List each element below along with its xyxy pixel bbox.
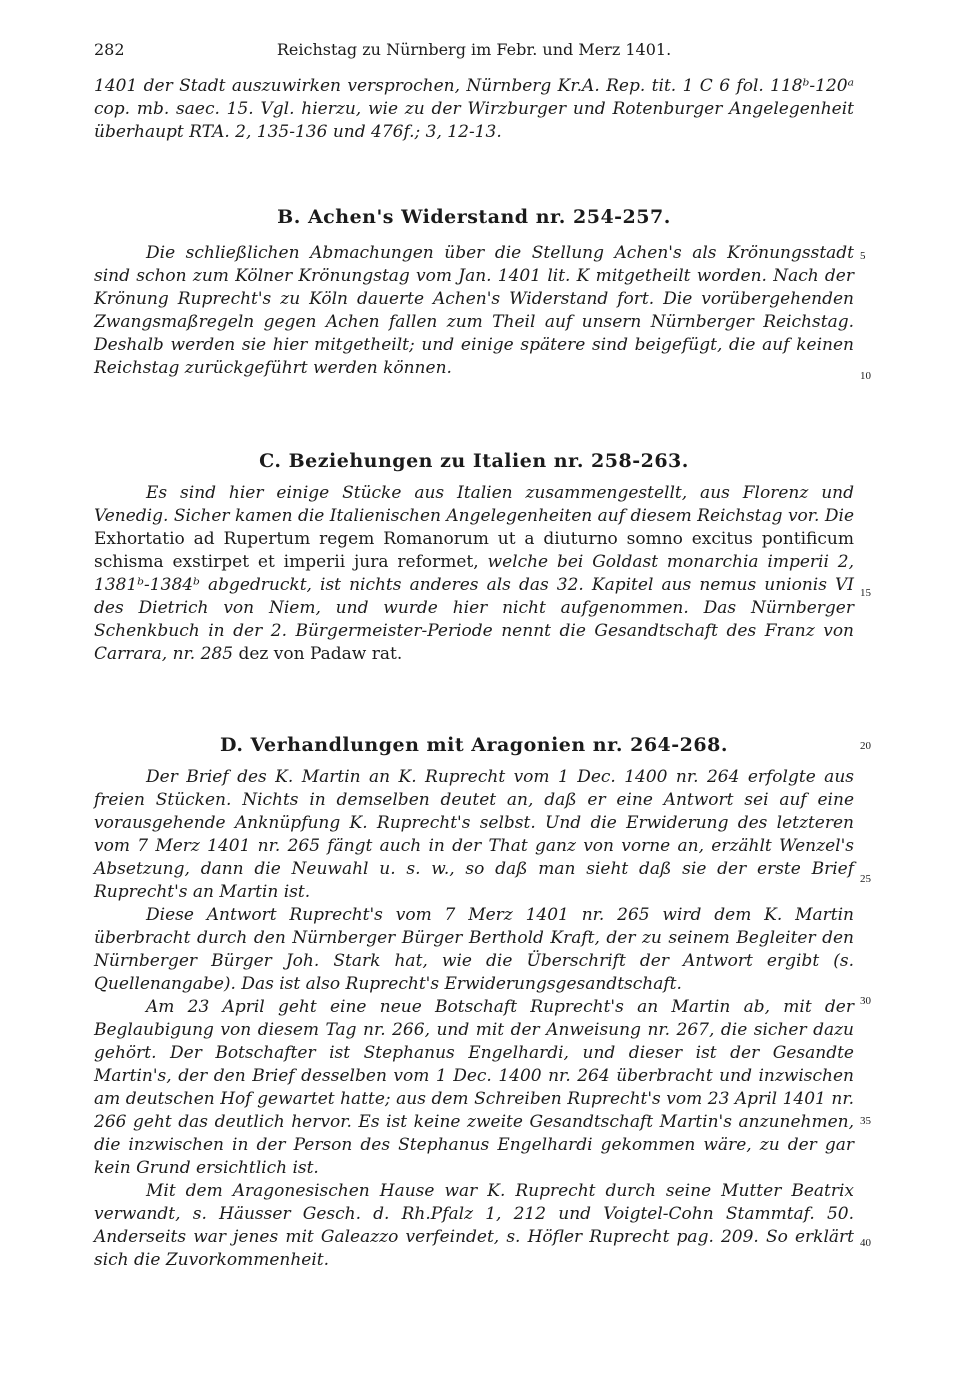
line-number-10: 10 [860, 370, 871, 382]
line-number-25: 25 [860, 873, 871, 885]
line-number-5: 5 [860, 250, 866, 262]
line-number-15: 15 [860, 587, 871, 599]
section-d-paragraph-1: Der Brief des K. Martin an K. Ruprecht vom 1 Dec. 1400 nr. 264 erfolgte aus freien Stücken. Nichts in demselben deutet an, daß er eine Antwort sei auf eine vorausgehende Anknüpfung K. Ruprecht's selbst. Und die Erwiderung des letzteren vom 7 Merz 1401 nr. 265 fängt auch in der That ganz von vorne an, erzählt Wenzel's Absetzung, dann die Neuwahl u. s. w., so daß man sieht daß sie der erste Brief Ruprecht's an Martin ist. [94, 767, 854, 902]
section-c-heading: C. Beziehungen zu Italien nr. 258-263. [259, 450, 689, 472]
intro-text: 1401 der Stadt auszuwirken versprochen, Nürnberg Kr.A. Rep. tit. 1 C 6 fol. 118ᵇ-120ᵃ cop. mb. saec. 15. Vgl. hierzu, wie zu der Wirzburger und Rotenburger Angelegenheit überhaupt RTA. 2, 135-136 und 476f.; 3, 12-13. [94, 76, 854, 142]
section-d-paragraph-3: Am 23 April geht eine neue Botschaft Ruprecht's an Martin ab, mit der Beglaubigung von diesem Tag nr. 266, und mit der Anweisung nr. 267, die sicher dazu gehört. Der Botschafter ist Stephanus Engelhardi, und dieser ist der Gesandte Martin's, der den Brief desselben vom 1 Dec. 1400 nr. 264 überbracht und inzwischen am deutschen Hof gewartet hatte; aus dem Schreiben Ruprecht's vom 23 April 1401 nr. 266 geht das deutlich hervor. Es ist keine zweite Gesandtschaft Martin's anzunehmen, die inzwischen in der Person des Stephanus Engelhardi gekommen wäre, zu der gar kein Grund ersichtlich ist. [94, 997, 854, 1178]
section-c-paragraph [94, 482, 854, 666]
section-b-body [94, 242, 854, 380]
section-d-paragraph-4: Mit dem Aragonesischen Hause war K. Ruprecht durch seine Mutter Beatrix verwandt, s. Häusser Gesch. d. Rh.Pfalz 1, 212 und Voigtel-Cohn Stammtaf. 50. Anderseits war jenes mit Galeazzo verfeindet, s. Höfler Ruprecht pag. 209. So erklärt sich die Zuvorkommenheit. [94, 1181, 854, 1270]
line-number-30: 30 [860, 995, 871, 1007]
line-number-35: 35 [860, 1115, 871, 1127]
line-number-20: 20 [860, 740, 871, 752]
section-c-text-a: Es sind hier einige Stücke aus Italien zusammengestellt, aus Florenz und Venedig. Sicher kamen die Italienischen Angelegenheiten auf diesem Reichstag vor. Die [94, 483, 854, 526]
section-d-paragraph-2: Diese Antwort Ruprecht's vom 7 Merz 1401 nr. 265 wird dem K. Martin überbracht durch den Nürnberger Bürger Berthold Kraft, der zu seinem Begleiter den Nürnberger Bürger Joh. Stark hat, wie die Überschrift der Antwort ergibt (s. Quellenangabe). Das ist also Ruprecht's Erwiderungsgesandtschaft. [94, 905, 854, 994]
intro-paragraph [94, 75, 854, 144]
section-c-text-c: welche bei Goldast monarchia imperii 2, 1381ᵇ-1384ᵇ abgedruckt, ist nichts anderes als das 32. Kapitel aus nemus unionis VI des Dietrich von Niem, und wurde hier nicht aufgenommen. Das Nürnberger Schenkbuch in der 2. Bürgermeister-Periode nennt die Gesandtschaft des Franz von Carrara, nr. 285 [94, 552, 854, 664]
section-c-text-b: Exhortatio ad Rupertum regem Romanorum ut a diuturno somno excitus pontificum schisma exstirpet et imperii jura reformet, [94, 529, 854, 572]
section-b-paragraph: Die schließlichen Abmachungen über die Stellung Achen's als Krönungsstadt sind schon zum Kölner Krönungstag vom Jan. 1401 lit. K mitgetheilt worden. Nach der Krönung Ruprecht's zu Köln dauerte Achen's Widerstand fort. Die vorübergehenden Zwangsmaßregeln gegen Achen fallen zum Theil auf unsern Nürnberger Reichstag. Deshalb werden sie hier mitgetheilt; und einige spätere sind beigefügt, die auf keinen Reichstag zurückgeführt werden können. [94, 243, 854, 378]
section-b-heading: B. Achen's Widerstand nr. 254-257. [277, 206, 671, 228]
section-c-text-d: dez von Padaw rat. [238, 644, 403, 664]
page-header [94, 40, 854, 64]
section-d-body [94, 766, 854, 1272]
section-d-heading: D. Verhandlungen mit Aragonien nr. 264-268. [220, 734, 728, 756]
section-c-body [94, 482, 854, 666]
page-number: 282 [94, 40, 125, 59]
running-title: Reichstag zu Nürnberg im Febr. und Merz 1401. [276, 40, 672, 59]
line-number-40: 40 [860, 1237, 871, 1249]
